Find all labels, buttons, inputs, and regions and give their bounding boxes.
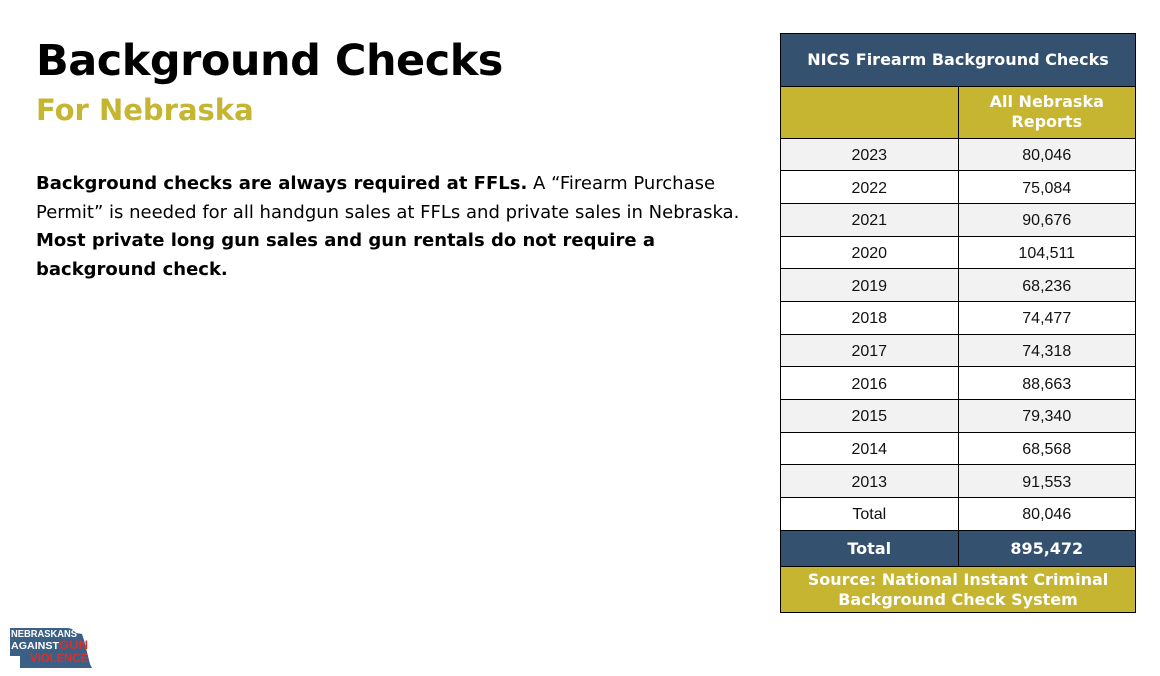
table-cell-value: 74,477: [958, 301, 1135, 334]
logo-line2a: AGAINST: [11, 641, 60, 652]
table-cell-year: 2014: [781, 432, 958, 465]
table-row: [781, 334, 1135, 367]
table-cell-value: 75,084: [958, 171, 1135, 204]
table-cell-value: 80,046: [958, 138, 1135, 171]
table-title: NICS Firearm Background Checks: [781, 34, 1135, 86]
table-cell-year: 2019: [781, 269, 958, 302]
table-cell-value: 68,236: [958, 269, 1135, 302]
table-cell-value: 88,663: [958, 367, 1135, 400]
table-row: [781, 301, 1135, 334]
page-title: Background Checks: [36, 36, 503, 86]
logo-line2b: GUN: [59, 638, 88, 652]
table-cell-year: 2020: [781, 236, 958, 269]
table-row: [781, 171, 1135, 204]
table-body: [781, 138, 1135, 530]
nics-table: [780, 33, 1136, 613]
body-bold-conclusion: Most private long gun sales and gun rentals do not require a background check.: [36, 230, 655, 280]
table-header-empty: [781, 86, 958, 138]
table-cell-value: 90,676: [958, 203, 1135, 236]
table-cell-year: 2017: [781, 334, 958, 367]
table-cell-value: 104,511: [958, 236, 1135, 269]
table-source: Source: National Instant Criminal Background Check System: [781, 566, 1135, 612]
table-cell-year: 2021: [781, 203, 958, 236]
table-row: [781, 465, 1135, 498]
total-label: Total: [781, 530, 958, 566]
table-cell-year: 2018: [781, 301, 958, 334]
table-row: [781, 236, 1135, 269]
table-cell-year: Total: [781, 498, 958, 531]
table-cell-year: 2022: [781, 171, 958, 204]
body-bold-intro: Background checks are always required at FFLs.: [36, 173, 528, 194]
table-cell-year: 2015: [781, 400, 958, 433]
table-cell-value: 80,046: [958, 498, 1135, 531]
table-row: [781, 269, 1135, 302]
table-cell-year: 2023: [781, 138, 958, 171]
body-permit-text: A “Firearm Purchase Permit” is needed for all handgun sales at FFLs and private sales in Nebraska.: [36, 173, 740, 223]
table-row: [781, 203, 1135, 236]
table-column-header: All Nebraska Reports: [958, 86, 1135, 138]
nebraskans-against-gun-violence-logo: [10, 626, 96, 668]
table-row: [781, 432, 1135, 465]
table-cell-value: 68,568: [958, 432, 1135, 465]
body-paragraph: [36, 170, 771, 284]
table-row: [781, 367, 1135, 400]
logo-line1: NEBRASKANS: [11, 629, 78, 640]
table-header-row: [781, 86, 1135, 138]
table-row: [781, 138, 1135, 171]
table-cell-year: 2016: [781, 367, 958, 400]
table-cell-value: 91,553: [958, 465, 1135, 498]
total-value: 895,472: [958, 530, 1135, 566]
table-total-row: [781, 530, 1135, 566]
table-row: [781, 400, 1135, 433]
logo-line3: VIOLENCE: [30, 651, 88, 665]
table-row: [781, 498, 1135, 531]
table-cell-value: 79,340: [958, 400, 1135, 433]
table-cell-year: 2013: [781, 465, 958, 498]
table-cell-value: 74,318: [958, 334, 1135, 367]
page-subtitle: For Nebraska: [36, 93, 254, 127]
